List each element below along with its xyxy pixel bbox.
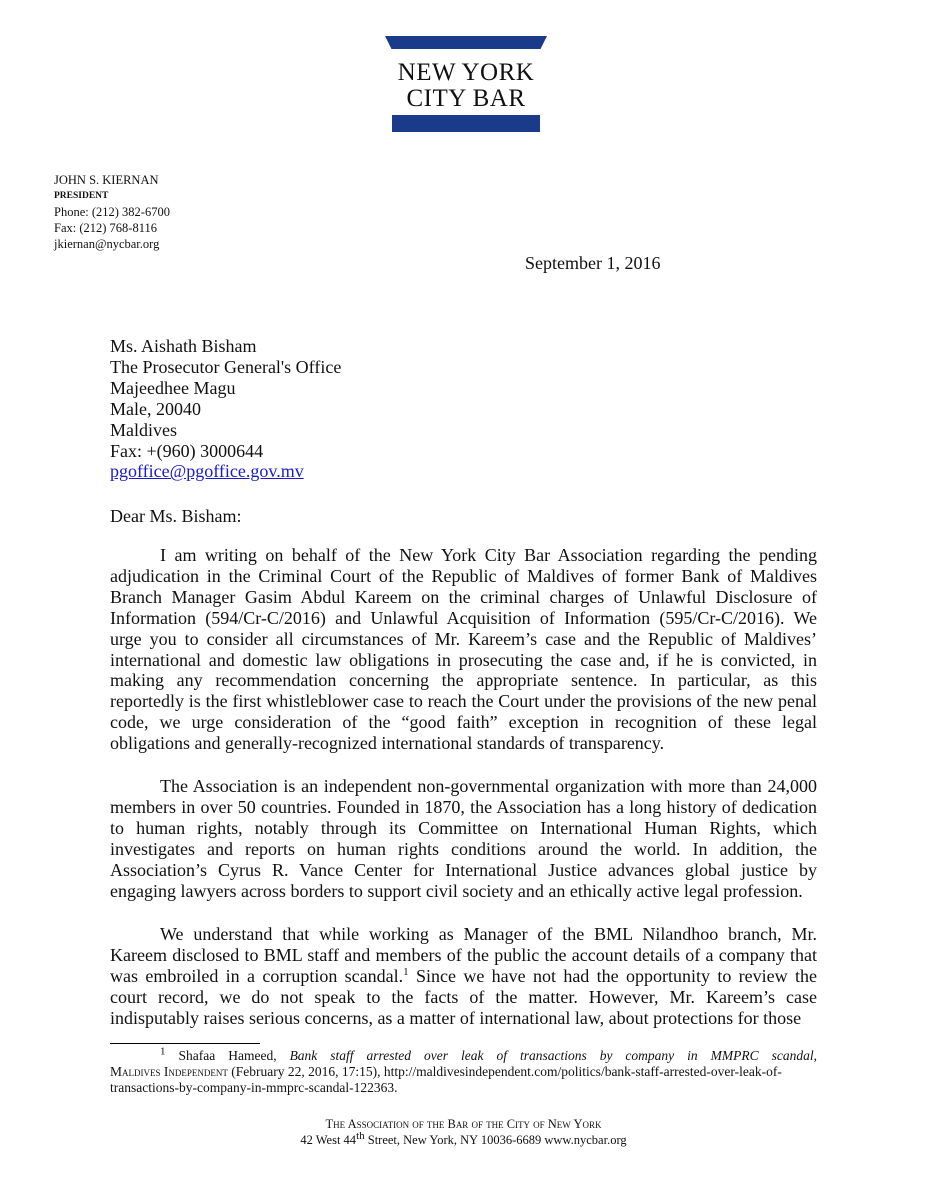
- sender-name: JOHN S. KIERNAN: [54, 173, 159, 187]
- footer-address-post: Street, New York, NY 10036-6689 www.nycbar.org: [364, 1133, 627, 1147]
- paragraph-line: [110, 966, 817, 987]
- paragraph-line: [110, 839, 817, 860]
- paragraph-line: [110, 691, 817, 712]
- sender-block: [54, 172, 170, 252]
- recipient-street: Majeedhee Magu: [110, 377, 236, 398]
- paragraph-line: [110, 733, 817, 754]
- paragraph-line: [110, 608, 817, 629]
- paragraph-line: [110, 712, 817, 733]
- sender-phone: Phone: (212) 382-6700: [54, 205, 170, 219]
- footnote-details: (February 22, 2016, 17:15), http://maldivesindependent.com/politics/bank-staff-arrested-over-leak-of-transactions-by-company-in-mmprc-scandal-122363.: [110, 1064, 782, 1095]
- paragraph-line: [110, 860, 817, 881]
- footer-address: [0, 1129, 927, 1148]
- recipient-city: Male, 20040: [110, 398, 201, 419]
- footer-address-sup: th: [356, 1129, 365, 1142]
- page-footer: [0, 1116, 927, 1148]
- paragraph-line: [110, 629, 817, 650]
- paragraph-line: [110, 881, 817, 902]
- line-text: Since we have not had the opportunity to review the: [408, 965, 817, 986]
- body-paragraph-3: [110, 924, 817, 1029]
- footnote-separator: [110, 1043, 260, 1044]
- paragraph-line: [110, 670, 817, 691]
- line-text: reportedly is the first whistleblower case to reach the Court under the provisions of the new penal: [110, 691, 817, 712]
- body-paragraph-2: [110, 776, 817, 901]
- footnote-author: Shafaa Hameed,: [178, 1048, 290, 1063]
- sender-fax: Fax: (212) 768-8116: [54, 221, 157, 235]
- paragraph-line: [110, 818, 817, 839]
- footnote-title: Bank staff arrested over leak of transactions by company in MMPRC scandal: [289, 1048, 814, 1063]
- line-text: adjudication in the Criminal Court of the Republic of Maldives of former Bank of Maldives: [110, 565, 817, 586]
- salutation: Dear Ms. Bisham:: [110, 506, 242, 526]
- logo-line-1: NEW YORK: [397, 59, 535, 86]
- logo-line-2: CITY BAR: [406, 85, 526, 112]
- recipient-fax: Fax: +(960) 3000644: [110, 440, 264, 461]
- paragraph-line: [110, 797, 817, 818]
- footnote-reference[interactable]: 1: [403, 965, 409, 978]
- line-text: indisputably raises serious concerns, as a matter of international law, about protections for those: [110, 1007, 802, 1028]
- footnote: $^1$ Shafaa Hameed, Bank staff arrested over leak of transactions by company in MMPRC scandal, Maldives Independent (February 22, 2016, 17:15), http://maldivesindependent.com/politics/bank-staff-arrested-over-leak-of-transactions-by-company-in-mmprc-scandal-122363.: [110, 1045, 817, 1095]
- line-text: The Association is an independent non-governmental organization with more than 24,000: [160, 776, 817, 796]
- line-text: Association’s Cyrus R. Vance Center for International Justice advances global justice by: [110, 859, 817, 880]
- recipient-name: Ms. Aishath Bisham: [110, 336, 257, 356]
- paragraph-line: [110, 776, 817, 797]
- sender-title: PRESIDENT: [54, 191, 109, 201]
- footnote-mark: 1: [160, 1045, 166, 1058]
- line-text: I am writing on behalf of the New York City Bar Association regarding the pending: [160, 545, 817, 565]
- recipient-office: The Prosecutor General's Office: [110, 356, 342, 377]
- paragraph-line: [110, 587, 817, 608]
- paragraph-line: [110, 987, 817, 1008]
- recipient-email-link[interactable]: pgoffice@pgoffice.gov.mv: [110, 461, 304, 482]
- nycbar-logo: [385, 36, 547, 134]
- line-text: investigates and reports on human rights conditions around the world. In addition, the: [110, 838, 817, 859]
- line-text: Kareem disclosed to BML staff and members of the public the account details of a company that: [110, 944, 817, 965]
- logo-column-base: [392, 115, 540, 132]
- paragraph-line: [110, 566, 817, 587]
- line-text: obligations and generally-recognized international standards of transparency.: [110, 733, 665, 754]
- letter-date: September 1, 2016: [525, 253, 661, 273]
- line-text: to human rights, notably through its Committee on International Human Rights, which: [110, 817, 817, 838]
- line-text: Information (594/Cr-C/2016) and Unlawful Acquisition of Information (595/Cr-C/2016). We: [110, 607, 817, 628]
- sender-email: jkiernan@nycbar.org: [54, 237, 160, 251]
- line-text: making any recommendation concerning the appropriate sentence. In particular, as this: [110, 670, 817, 691]
- paragraph-line: [110, 945, 817, 966]
- footer-org: The Association of the Bar of the City of New York: [325, 1117, 602, 1131]
- line-text: We understand that while working as Manager of the BML Nilandhoo branch, Mr.: [160, 924, 817, 944]
- line-text: code, we urge consideration of the “good faith” exception in recognition of these legal: [110, 712, 817, 733]
- paragraph-line: [110, 1008, 817, 1029]
- line-text: urge you to consider all circumstances of Mr. Kareem’s case and the Republic of Maldives’: [110, 628, 817, 649]
- paragraph-line: [110, 924, 817, 945]
- footer-address-pre: 42 West 44: [300, 1133, 357, 1147]
- footnote-publication: Maldives Independent: [110, 1064, 228, 1079]
- recipient-country: Maldives: [110, 419, 177, 440]
- line-text: members in over 50 countries. Founded in 1870, the Association has a long history of dedication: [110, 796, 817, 817]
- recipient-address: [110, 336, 341, 482]
- body-paragraph-1: [110, 545, 817, 754]
- paragraph-line: [110, 650, 817, 671]
- line-text: engaging lawyers across borders to support civil society and an ethically active legal profession.: [110, 880, 803, 901]
- line-text: international and domestic law obligations in prosecuting the case and, if he is convicted, in: [110, 649, 817, 670]
- logo-column-cap: [385, 36, 547, 49]
- line-text: Branch Manager Gasim Abdul Kareem on the criminal charges of Unlawful Disclosure of: [110, 586, 817, 607]
- line-text: was embroiled in a corruption scandal.: [110, 965, 404, 986]
- paragraph-line: [110, 545, 817, 566]
- line-text: court record, we do not speak to the facts of the matter. However, Mr. Kareem’s case: [110, 986, 817, 1007]
